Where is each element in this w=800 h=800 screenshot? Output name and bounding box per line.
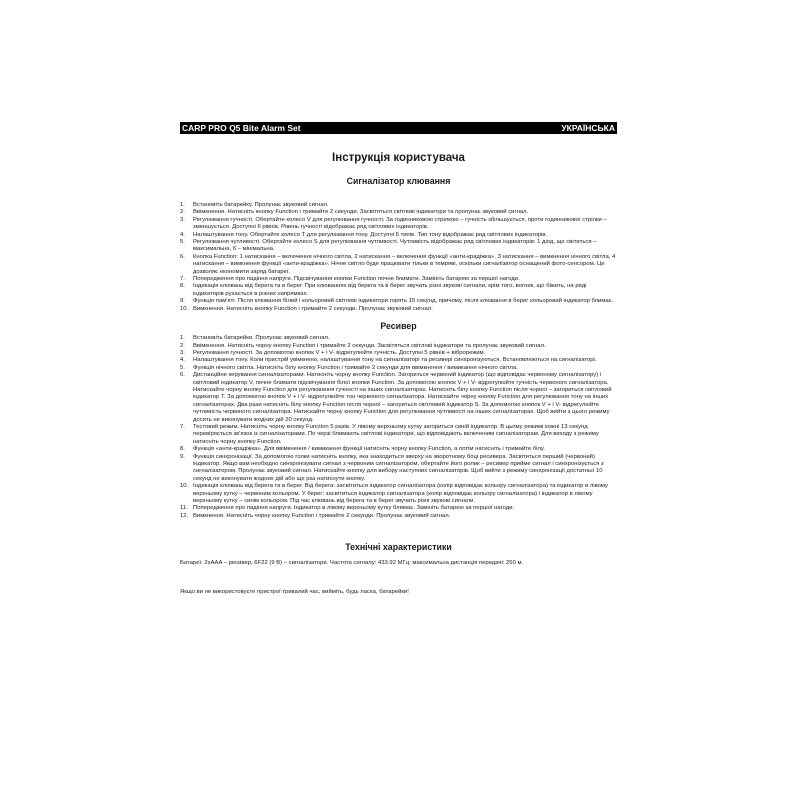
item-text: Попередження про падіння напруги. Підсвічування кнопки Function почне блимати. Замініть батарею за першої нагоди. — [193, 276, 520, 283]
item-text: Встановіть батарейку. Пролунає звуковий сигнал. — [193, 202, 329, 208]
item-number: 5. — [180, 364, 185, 371]
item-number: 10. — [180, 483, 189, 490]
item-number: 2. — [180, 209, 185, 216]
list-item — [180, 276, 617, 283]
list-item — [180, 298, 617, 305]
item-number: 9. — [180, 298, 185, 305]
list-item — [180, 446, 617, 453]
list-item — [180, 335, 617, 342]
list-item — [180, 239, 617, 254]
document-page — [180, 122, 617, 596]
item-number: 6. — [180, 253, 185, 260]
item-number: 8. — [180, 283, 185, 290]
item-text: Функція пам'яті. Після клювання білий і кольоровий світлові індикатори горять 15 секунд, причому, після клювання в берег кольоровий індикатор блимає. — [193, 298, 614, 305]
item-text: Налаштування тону. Коли пристрій увімкнено, налаштування тону на сигналізаторі та ресивері синхронізуються. Встановлюються на сигналізаторі. — [193, 357, 597, 364]
section-title-specs: Технічні характеристики — [345, 542, 452, 553]
item-text: Дистанційне керування сигналізаторами. Натисніть чорну кнопку Function. Загориться червоний індикатор (що відповідає червоному сигналізатору) і світловий індикатор V, почне блимати підсвічування білої кнопки Function. За допомогою кнопок V + і V- відрегулюйте гучність червоного сигналізатора. Натискайте чорну кнопку Function для регулювання гучності на інших сигналізаторах. Натисніть білу кнопку Function після чорної – загориться світловий індикатор T. За допомогою кнопок V + і V- відрегулюйте тон червоного сигналізатора. Натискайте чорну кнопку Function для регулювання тону на інших сигналізаторах. Два рази натисніть білу кнопку Function після чорної – загориться світловий індикатор S. За допомогою кнопок V + і V- відрегулюйте чутливість червоного сигналізатора. Натискайте чорну кнопку Function для регулювання чутливості на інших сигналізаторах. Щоб вийти з цього режиму досить не виконувати жодних дій 20 секунд. — [193, 372, 612, 423]
item-number: 1. — [180, 202, 185, 208]
item-number: 10. — [180, 305, 189, 312]
item-text: Функція синхронізації. За допомогою голки натисніть кнопку, яка знаходиться зверху на зворотному боці ресивера. Засвітиться перший (червоний) індикатор. Якщо вам необхідно синхронізувати сигнал з червоним сигналізатором, обертайте його ролик – ресивер прийме сигнал і синхронізується з сигналізатором. Пролунає звуковий сигнал. Натискайте кнопку для вибору наступних сигналізаторів. Щоб вийти з режиму синхронізації достатньо 10 секунд не виконувати жодних дій або ще раз натиснути кнопку. — [193, 453, 604, 482]
section-title-bite-alarm: Сигналізатор клювання — [346, 176, 451, 186]
product-name: CARP PRO Q5 Bite Alarm Set — [182, 123, 301, 133]
list-item — [180, 232, 617, 239]
item-number: 2. — [180, 342, 185, 349]
bite-alarm-steps — [180, 202, 617, 313]
item-number: 6. — [180, 372, 185, 379]
item-number: 8. — [180, 446, 185, 453]
list-item — [180, 424, 617, 446]
item-text: Вимкнення. Натисніть чорну кнопку Function і тримайте 2 секунди. Пролунає звуковий сигнал. — [193, 512, 451, 519]
document-title: Інструкція користувача — [332, 152, 465, 164]
list-item — [180, 254, 617, 276]
item-number: 1. — [180, 335, 185, 342]
item-number: 5. — [180, 239, 185, 246]
item-text: Індикація клювань від берега та в берег. При клюваннях від берега та в берег звучать різні звукові сигнали, крім того, вогник, що біжить, на ряді індикаторів рухається в різних напрямках. — [193, 283, 587, 297]
list-item — [180, 217, 617, 232]
item-number: 9. — [180, 453, 185, 460]
list-item — [180, 454, 617, 484]
list-item — [180, 357, 617, 364]
receiver-steps — [180, 335, 617, 520]
list-item — [180, 283, 617, 298]
item-text: Тестовий режим. Натисніть чорну кнопку Function 5 разів. У лівому верхньому кутку загориться синій індикатор. В цьому режимі кожні 13 секунд перевіряється зв'язок із сигналізаторами. По черзі блимають світлові індикатори, що відповідають включеним сигналізаторам. Для виходу з режиму натисніть чорну кнопку Function. — [193, 423, 599, 445]
section-title-receiver: Ресивер — [380, 321, 417, 332]
item-number: 4. — [180, 357, 185, 364]
list-item — [180, 209, 617, 216]
item-number: 3. — [180, 349, 185, 356]
item-text: Ввімкнення. Натисніть кнопку Function і тримайте 2 секунди. Засвітяться світлові індикатори та пролунає звуковий сигнал. — [193, 209, 529, 216]
item-number: 7. — [180, 276, 185, 283]
item-text: Функція нічного світла. Натисніть білу кнопку Function і тримайте 2 секунди для ввімкнення / вимикання нічного світла. — [193, 364, 518, 371]
item-text: Ввімкнення. Натисніть чорну кнопку Function і тримайте 2 секунди. Засвітяться світлові індикатори та пролунає звуковий сигнал. — [193, 342, 546, 349]
item-text: Регулювання гучності. Обертайте колесо V для регулювання гучності. За годинниковою стрілкою – гучність збільшується, проти годинникової стрілки – зменшується. Доступні 6 рівнів. Рівень гучності відображає ряд світлових індикаторів. — [193, 216, 607, 231]
language-label: УКРАЇНСЬКА — [561, 123, 615, 133]
list-item — [180, 343, 617, 350]
item-text: Вимкнення. Натисніть кнопку Function і тримайте 2 секунди. Пролунає звуковий сигнал. — [193, 305, 433, 312]
list-item — [180, 505, 617, 512]
battery-note: Якщо ви не використовуєте пристрої тривалий час, вийміть, будь ласка, батарейки! — [180, 588, 409, 595]
specs-text: Батареї: 2xAAA – ресивер, 6F22 (9 В) – сигналізатори. Частота сигналу: 433.92 МГц; максимальна дистанція передачі: 250 м. — [180, 560, 524, 567]
list-item — [180, 306, 617, 313]
item-number: 4. — [180, 231, 185, 238]
item-number: 11. — [180, 505, 188, 512]
item-text: Встановіть батарейки. Пролунає звуковий сигнал. — [193, 335, 330, 342]
list-item — [180, 483, 617, 505]
list-item — [180, 372, 617, 424]
item-number: 3. — [180, 216, 185, 223]
item-text: Функція «анти-крадіжка». Для ввімкнення / вимикання функції натисніть чорну кнопку Function, а потім натисніть і тримайте білу. — [193, 446, 545, 453]
item-text: Налаштування тону. Обертайте колесо T для регулювання тону. Доступні 6 типів. Тип тону відображає ряд світлових індикаторів. — [193, 231, 548, 238]
list-item — [180, 513, 617, 520]
item-text: Регулювання гучності. За допомогою кнопок V + і V- відрегулюйте гучність. Доступні 5 рівнів + віброрежим. — [193, 349, 486, 356]
list-item — [180, 365, 617, 372]
item-number: 12. — [180, 512, 189, 519]
item-text: Кнопка Function: 1 натискання – включення нічного світла, 2 натискання – включення функції «анти-крадіжка», 3 натискання – вимкнення нічного світла, 4 натискання – вимкнення функції «анти-крадіжка». Нічне світло буде працювати тільки в темряві, оскільки сигналізатор оснащений фото-сенсором. Це дозволяє економити заряд батареї. — [193, 253, 616, 275]
item-text: Попередження про падіння напруги. Індикатор в лівому верхньому кутку блимає. Замініть батарею за першої нагоди. — [193, 505, 515, 512]
item-text: Регулювання чутливості. Обертайте колесо S для регулювання чутливості. Чутливість відображає ряд світлових індикаторів: 1 діод, що світиться – максимальна, 6 – мінімальна. — [193, 239, 597, 253]
item-number: 7. — [180, 423, 185, 430]
item-text: Індикація клювань від берега та в берег. Від берега: засвітиться індикатор сигналізатора (колір відповідає кольору сигналізатора) та індикатор в лівому верхньому кутку – червоним кольором. У берег: засвітиться індикатор сигналізатора (колір відповідає кольору сигналізатора) і індикатор в лівому верхньому кутку – синім кольором. Під час клювань від берега та в берег звучать різні звукові сигнали. — [193, 483, 608, 505]
header-bar — [180, 122, 617, 134]
